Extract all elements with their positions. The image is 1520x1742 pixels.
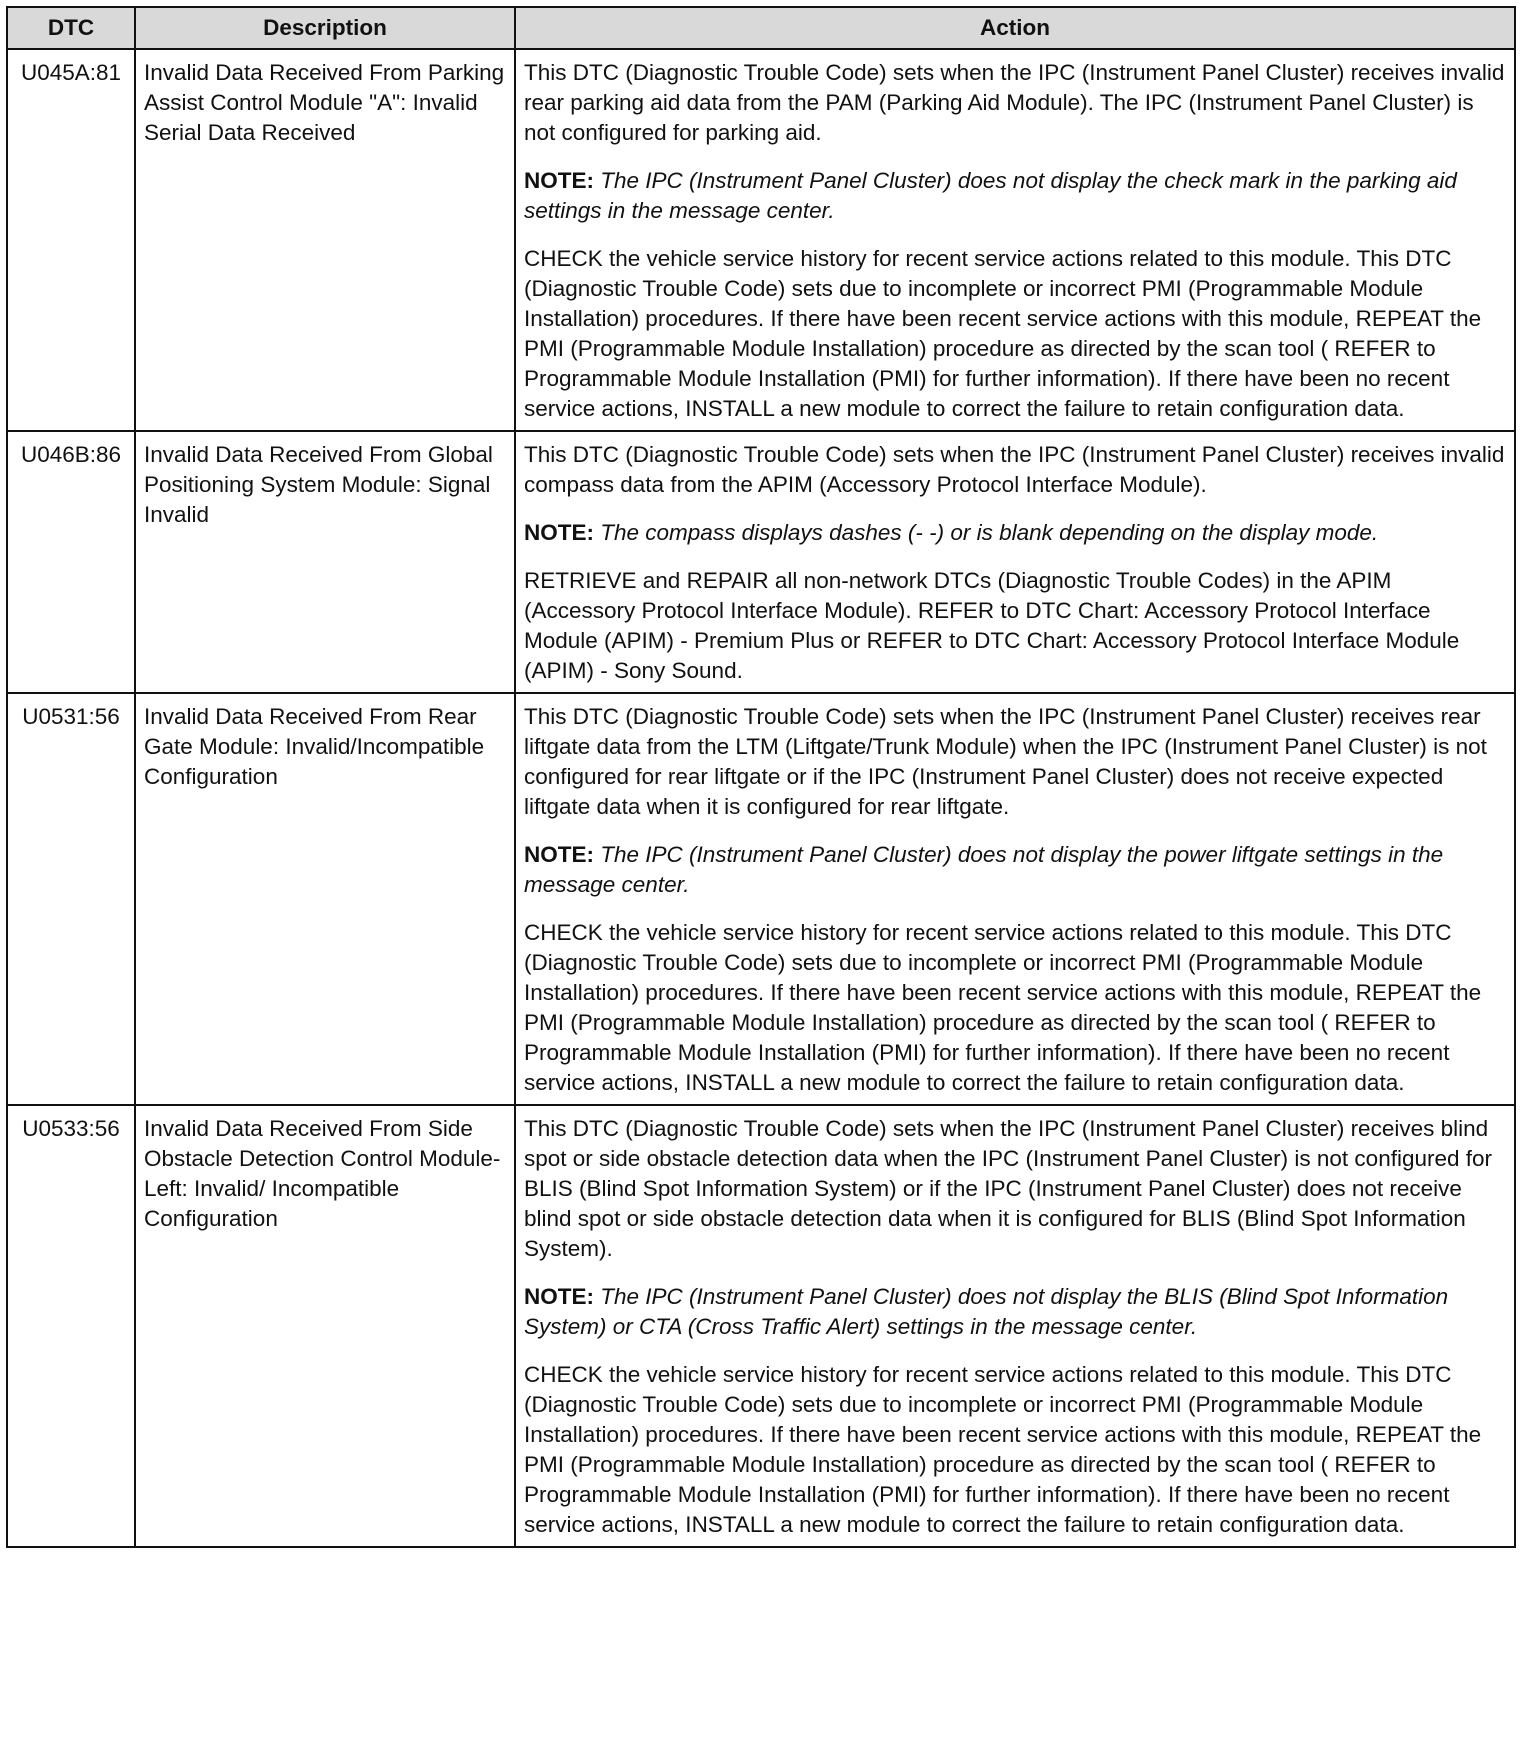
dtc-description: Invalid Data Received From Parking Assist Control Module "A": Invalid Serial Data Received (135, 49, 515, 431)
dtc-code: U045A:81 (7, 49, 135, 431)
dtc-action (515, 1105, 1515, 1547)
dtc-description: Invalid Data Received From Side Obstacle Detection Control Module-Left: Invalid/ Incompatible Configuration (135, 1105, 515, 1547)
table-body (7, 49, 1515, 1547)
note-text: The compass displays dashes (- -) or is blank depending on the display mode. (600, 520, 1379, 545)
dtc-description: Invalid Data Received From Global Positioning System Module: Signal Invalid (135, 431, 515, 693)
action-paragraph: CHECK the vehicle service history for recent service actions related to this module. This DTC (Diagnostic Trouble Code) sets due to incomplete or incorrect PMI (Programmable Module Installation) procedures. If there have been recent service actions with this module, REPEAT the PMI (Programmable Module Installation) procedure as directed by the scan tool ( REFER to Programmable Module Installation (PMI) for further information). If there have been no recent service actions, INSTALL a new module to correct the failure to retain configuration data. (524, 1362, 1482, 1537)
note-label: NOTE: (524, 1284, 594, 1309)
header-action: Action (515, 7, 1515, 49)
table-row (7, 431, 1515, 693)
action-paragraph: RETRIEVE and REPAIR all non-network DTCs (Diagnostic Trouble Codes) in the APIM (Accessory Protocol Interface Module). REFER to DTC Chart: Accessory Protocol Interface Module (APIM) - Premium Plus or REFER to DTC Chart: Accessory Protocol Interface Module (APIM) - Sony Sound. (524, 568, 1460, 683)
note-label: NOTE: (524, 842, 594, 867)
table-row (7, 693, 1515, 1105)
action-paragraph: This DTC (Diagnostic Trouble Code) sets when the IPC (Instrument Panel Cluster) receives invalid compass data from the APIM (Accessory Protocol Interface Module). (524, 442, 1505, 497)
action-note (524, 518, 1506, 548)
table-header (7, 7, 1515, 49)
header-dtc: DTC (7, 7, 135, 49)
action-paragraph: This DTC (Diagnostic Trouble Code) sets when the IPC (Instrument Panel Cluster) receives rear liftgate data from the LTM (Liftgate/Trunk Module) when the IPC (Instrument Panel Cluster) is not configured for rear liftgate or if the IPC (Instrument Panel Cluster) does not receive expected liftgate data when it is configured for rear liftgate. (524, 704, 1487, 819)
note-label: NOTE: (524, 520, 594, 545)
action-paragraph: This DTC (Diagnostic Trouble Code) sets when the IPC (Instrument Panel Cluster) receives invalid rear parking aid data from the PAM (Parking Aid Module). The IPC (Instrument Panel Cluster) is not configured for parking aid. (524, 60, 1505, 145)
action-paragraph: CHECK the vehicle service history for recent service actions related to this module. This DTC (Diagnostic Trouble Code) sets due to incomplete or incorrect PMI (Programmable Module Installation) procedures. If there have been recent service actions with this module, REPEAT the PMI (Programmable Module Installation) procedure as directed by the scan tool ( REFER to Programmable Module Installation (PMI) for further information). If there have been no recent service actions, INSTALL a new module to correct the failure to retain configuration data. (524, 920, 1482, 1095)
dtc-action (515, 49, 1515, 431)
note-text: The IPC (Instrument Panel Cluster) does not display the check mark in the parking aid settings in the message center. (524, 168, 1457, 223)
table-row (7, 49, 1515, 431)
dtc-table (6, 6, 1516, 1548)
header-description: Description (135, 7, 515, 49)
note-text: The IPC (Instrument Panel Cluster) does not display the BLIS (Blind Spot Information System) or CTA (Cross Traffic Alert) settings in the message center. (524, 1284, 1449, 1339)
dtc-document (6, 6, 1514, 1548)
dtc-action (515, 693, 1515, 1105)
action-note (524, 840, 1506, 900)
dtc-code: U0531:56 (7, 693, 135, 1105)
table-row (7, 1105, 1515, 1547)
dtc-code: U046B:86 (7, 431, 135, 693)
action-paragraph: This DTC (Diagnostic Trouble Code) sets when the IPC (Instrument Panel Cluster) receives blind spot or side obstacle detection data when the IPC (Instrument Panel Cluster) is not configured for BLIS (Blind Spot Information System) or if the IPC (Instrument Panel Cluster) does not receive blind spot or side obstacle detection data when it is configured for BLIS (Blind Spot Information System). (524, 1116, 1493, 1261)
dtc-code: U0533:56 (7, 1105, 135, 1547)
header-row (7, 7, 1515, 49)
action-note (524, 166, 1506, 226)
action-paragraph: CHECK the vehicle service history for recent service actions related to this module. This DTC (Diagnostic Trouble Code) sets due to incomplete or incorrect PMI (Programmable Module Installation) procedures. If there have been recent service actions with this module, REPEAT the PMI (Programmable Module Installation) procedure as directed by the scan tool ( REFER to Programmable Module Installation (PMI) for further information). If there have been no recent service actions, INSTALL a new module to correct the failure to retain configuration data. (524, 246, 1482, 421)
note-text: The IPC (Instrument Panel Cluster) does not display the power liftgate settings in the message center. (524, 842, 1444, 897)
action-note (524, 1282, 1506, 1342)
dtc-description: Invalid Data Received From Rear Gate Module: Invalid/Incompatible Configuration (135, 693, 515, 1105)
dtc-action (515, 431, 1515, 693)
note-label: NOTE: (524, 168, 594, 193)
